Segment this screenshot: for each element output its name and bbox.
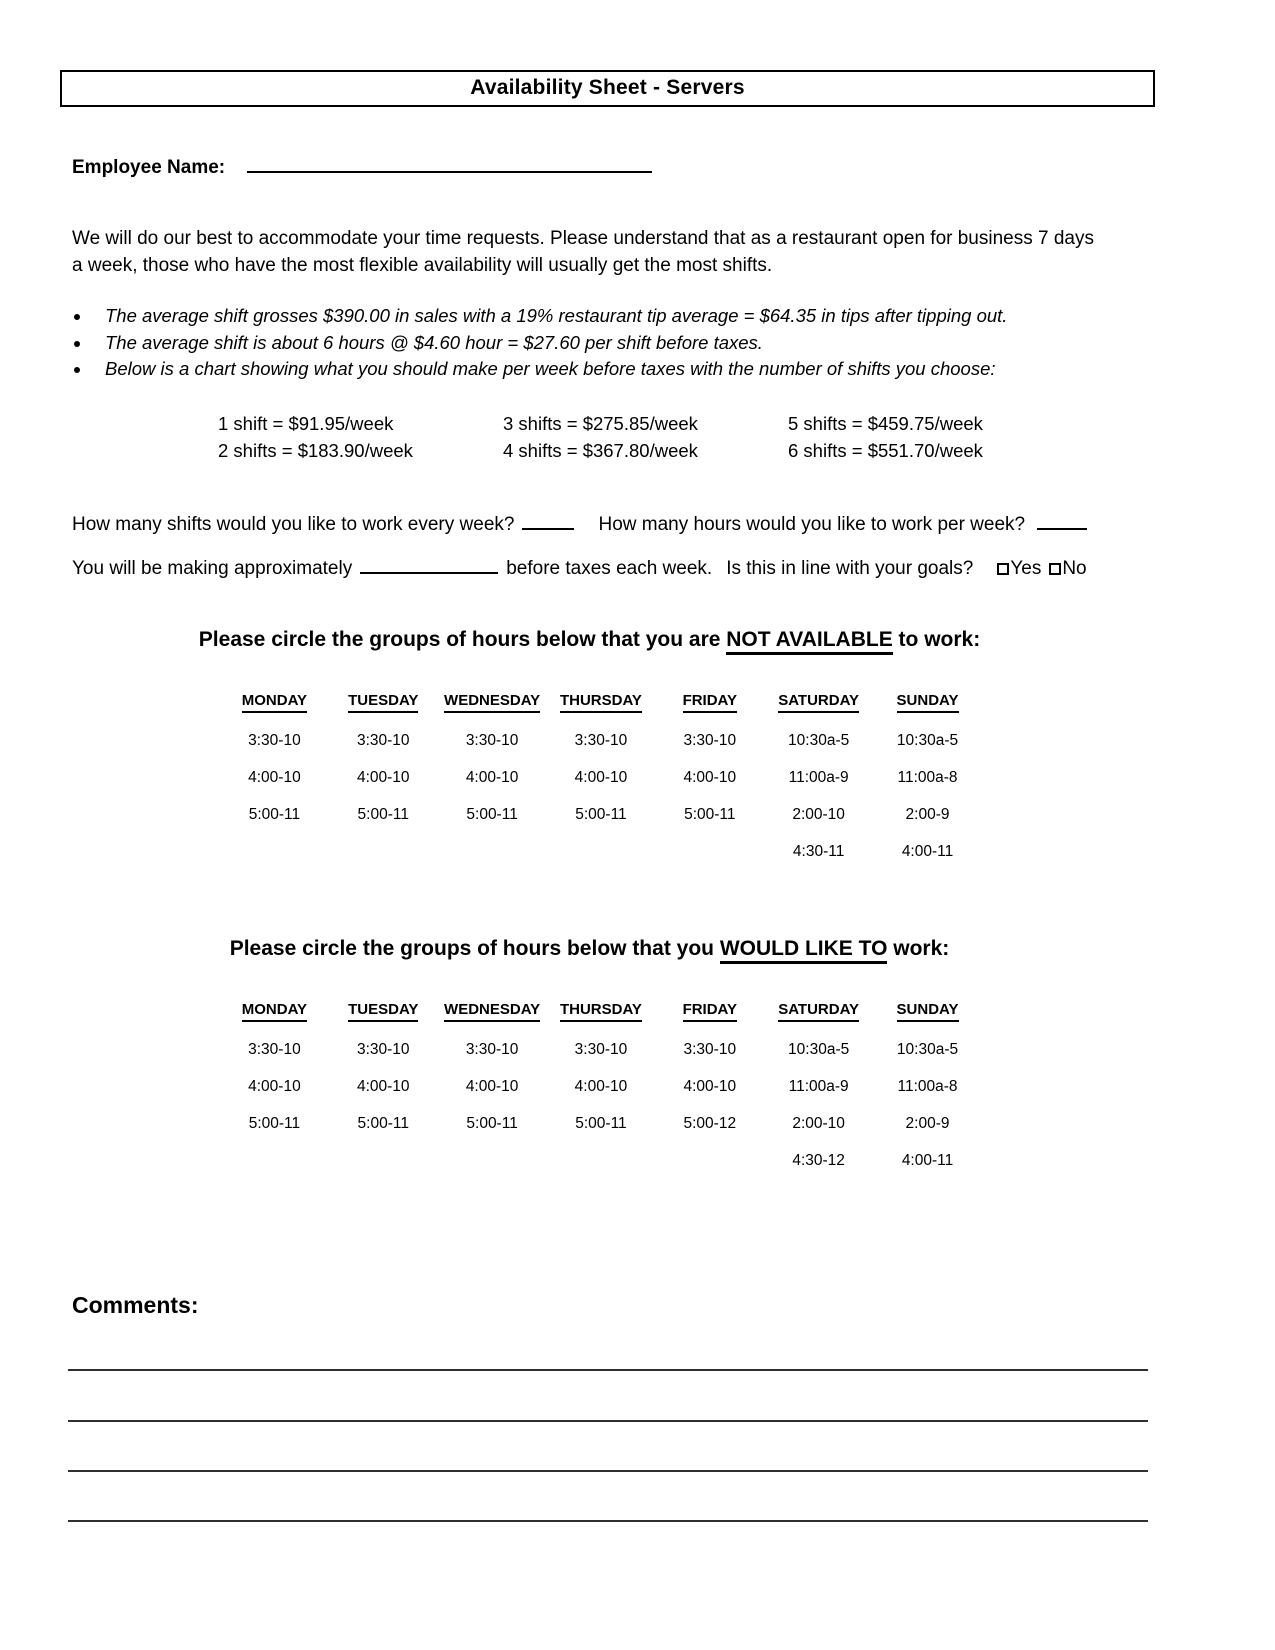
- time-slot[interactable]: 10:30a-5: [788, 732, 850, 749]
- shifts-per-week-question: How many shifts would you like to work every week?: [72, 513, 515, 535]
- shift-pay-item: 5 shifts = $459.75/week: [788, 412, 983, 434]
- empty-cell: [329, 1143, 438, 1180]
- goals-checkbox-group: [997, 558, 1094, 579]
- empty-cell: [220, 1143, 329, 1180]
- empty-cell: [655, 1143, 764, 1180]
- table-row: [220, 760, 982, 797]
- table-row: [220, 797, 982, 834]
- yes-checkbox[interactable]: [997, 558, 1041, 580]
- empty-cell: [438, 1143, 547, 1180]
- time-slot[interactable]: 4:00-10: [356, 769, 410, 786]
- day-header: TUESDAY: [329, 1001, 438, 1032]
- shift-pay-item: 4 shifts = $367.80/week: [503, 439, 698, 461]
- table-row: [220, 723, 982, 760]
- shifts-per-week-field[interactable]: [522, 514, 574, 530]
- comment-line[interactable]: [68, 1470, 1148, 1472]
- employee-name-row: [72, 157, 1155, 179]
- checkbox-icon[interactable]: [1049, 563, 1061, 575]
- time-slot[interactable]: 5:00-11: [357, 806, 409, 823]
- time-slot[interactable]: 3:30-10: [356, 732, 410, 749]
- time-slot[interactable]: 4:00-10: [248, 1078, 301, 1095]
- time-slot[interactable]: 4:30-12: [792, 1152, 845, 1169]
- day-header: THURSDAY: [547, 692, 656, 723]
- day-header: SUNDAY: [873, 692, 982, 723]
- page-title: Availability Sheet - Servers: [470, 76, 745, 99]
- empty-cell: [547, 1143, 656, 1180]
- heading-text: work:: [887, 936, 950, 960]
- time-slot[interactable]: 3:30-10: [248, 732, 301, 749]
- time-slot[interactable]: 4:00-10: [465, 1078, 519, 1095]
- shift-pay-column: [503, 410, 788, 464]
- intro-paragraph: We will do our best to accommodate your time requests. Please understand that as a restaurant open for business 7 days a week, those who have the most flexible availability will usually get the most shifts.: [72, 228, 1094, 276]
- empty-cell: [547, 834, 656, 871]
- day-header: WEDNESDAY: [438, 692, 547, 723]
- time-slot[interactable]: 3:30-10: [465, 1041, 519, 1058]
- time-slot[interactable]: 5:00-11: [684, 806, 736, 823]
- time-slot[interactable]: 10:30a-5: [896, 1041, 959, 1058]
- weekly-pay-question-row: [72, 558, 1155, 580]
- weekly-pay-field[interactable]: [360, 558, 498, 574]
- shifts-hours-question-row: [72, 514, 1155, 536]
- employee-name-label: Employee Name:: [72, 157, 226, 178]
- bullet-item: • The average shift is about 6 hours @ $4.60 hour = $27.60 per shift before taxes.: [92, 330, 1155, 357]
- day-header: SATURDAY: [764, 1001, 873, 1032]
- yes-checkbox-label: Yes: [1010, 557, 1042, 579]
- day-header: SATURDAY: [764, 692, 873, 723]
- heading-text: to work:: [892, 627, 981, 651]
- empty-cell: [655, 834, 764, 871]
- time-slot[interactable]: 4:30-11: [792, 843, 845, 860]
- time-slot[interactable]: 4:00-10: [683, 769, 737, 786]
- comment-line[interactable]: [68, 1520, 1148, 1522]
- empty-cell: [438, 834, 547, 871]
- heading-text: Please circle the groups of hours below that you: [229, 936, 720, 960]
- goals-question: Is this in line with your goals?: [726, 557, 974, 579]
- shift-pay-item: 2 shifts = $183.90/week: [218, 439, 413, 461]
- day-header: FRIDAY: [655, 692, 764, 723]
- time-slot[interactable]: 11:00a-8: [897, 1078, 958, 1095]
- would-like-heading: [72, 937, 1107, 961]
- shift-pay-chart: [218, 410, 1155, 464]
- time-slot[interactable]: 2:00-9: [905, 1115, 950, 1132]
- not-available-table: [220, 692, 982, 871]
- bullet-item: • Below is a chart showing what you should make per week before taxes with the number of shifts you choose:: [92, 356, 1155, 383]
- time-slot[interactable]: 5:00-11: [466, 1115, 518, 1132]
- table-row: [220, 1032, 982, 1069]
- day-header: TUESDAY: [329, 692, 438, 723]
- time-slot[interactable]: 11:00a-9: [788, 1078, 849, 1095]
- comment-line[interactable]: [68, 1369, 1148, 1371]
- time-slot[interactable]: 3:30-10: [574, 732, 628, 749]
- time-slot[interactable]: 5:00-11: [248, 1115, 301, 1132]
- day-header: WEDNESDAY: [438, 1001, 547, 1032]
- time-slot[interactable]: 4:00-10: [574, 1078, 628, 1095]
- day-header: MONDAY: [220, 1001, 329, 1032]
- day-header: MONDAY: [220, 692, 329, 723]
- weekly-pay-suffix: before taxes each week.: [506, 557, 713, 579]
- time-slot[interactable]: 3:30-10: [248, 1041, 301, 1058]
- time-slot[interactable]: 3:30-10: [465, 732, 519, 749]
- time-slot[interactable]: 2:00-9: [905, 806, 950, 823]
- would-like-table: [220, 1001, 982, 1180]
- table-row: [220, 1143, 982, 1180]
- time-slot[interactable]: 5:00-11: [466, 806, 518, 823]
- time-slot[interactable]: 4:00-11: [901, 843, 954, 860]
- empty-cell: [329, 834, 438, 871]
- day-header-row: [220, 692, 982, 723]
- no-checkbox-label: No: [1062, 557, 1087, 579]
- no-checkbox[interactable]: [1049, 558, 1086, 580]
- time-slot[interactable]: 4:00-10: [683, 1078, 737, 1095]
- time-slot[interactable]: 3:30-10: [683, 732, 737, 749]
- time-slot[interactable]: 4:00-10: [248, 769, 301, 786]
- day-header-row: [220, 1001, 982, 1032]
- table-row: [220, 1106, 982, 1143]
- bullet-item: • The average shift grosses $390.00 in sales with a 19% restaurant tip average = $64.35 in tips after tipping out.: [92, 303, 1155, 330]
- time-slot[interactable]: 5:00-12: [683, 1115, 737, 1132]
- heading-text: Please circle the groups of hours below that you are: [198, 627, 727, 651]
- empty-cell: [220, 834, 329, 871]
- weekly-pay-prefix: You will be making approximately: [72, 557, 353, 579]
- time-slot[interactable]: 2:00-10: [792, 806, 845, 823]
- time-slot[interactable]: 4:00-10: [574, 769, 628, 786]
- time-slot[interactable]: 5:00-11: [248, 806, 301, 823]
- time-slot[interactable]: 10:30a-5: [788, 1041, 850, 1058]
- time-slot[interactable]: 3:30-10: [683, 1041, 737, 1058]
- hours-per-week-field[interactable]: [1037, 514, 1087, 530]
- employee-name-field[interactable]: [247, 157, 652, 173]
- comment-line[interactable]: [68, 1420, 1148, 1422]
- day-header: SUNDAY: [873, 1001, 982, 1032]
- day-header: FRIDAY: [655, 1001, 764, 1032]
- hours-per-week-question: How many hours would you like to work per week?: [598, 513, 1026, 535]
- bullet-list: [72, 303, 1155, 383]
- table-row: [220, 1069, 982, 1106]
- time-slot[interactable]: 4:00-10: [465, 769, 519, 786]
- shift-pay-item: 1 shift = $91.95/week: [218, 412, 394, 434]
- shift-pay-column: [788, 410, 1073, 464]
- time-slot[interactable]: 3:30-10: [574, 1041, 628, 1058]
- heading-emphasis: NOT AVAILABLE: [726, 628, 892, 655]
- time-slot[interactable]: 2:00-10: [792, 1115, 845, 1132]
- time-slot[interactable]: 5:00-11: [575, 1115, 627, 1132]
- shift-pay-column: [218, 410, 503, 464]
- not-available-heading: [72, 628, 1107, 652]
- day-header: THURSDAY: [547, 1001, 656, 1032]
- table-row: [220, 834, 982, 871]
- shift-pay-item: 6 shifts = $551.70/week: [788, 439, 983, 461]
- title-box: [60, 70, 1155, 107]
- heading-emphasis: WOULD LIKE TO: [720, 937, 888, 964]
- time-slot[interactable]: 4:00-11: [901, 1152, 954, 1169]
- comments-label: Comments:: [72, 1291, 199, 1318]
- checkbox-icon[interactable]: [997, 563, 1009, 575]
- time-slot[interactable]: 5:00-11: [575, 806, 627, 823]
- time-slot[interactable]: 11:00a-8: [897, 769, 958, 786]
- shift-pay-item: 3 shifts = $275.85/week: [503, 412, 698, 434]
- time-slot[interactable]: 3:30-10: [356, 1041, 410, 1058]
- time-slot[interactable]: 11:00a-9: [788, 769, 849, 786]
- time-slot[interactable]: 4:00-10: [356, 1078, 410, 1095]
- time-slot[interactable]: 5:00-11: [357, 1115, 409, 1132]
- time-slot[interactable]: 10:30a-5: [896, 732, 959, 749]
